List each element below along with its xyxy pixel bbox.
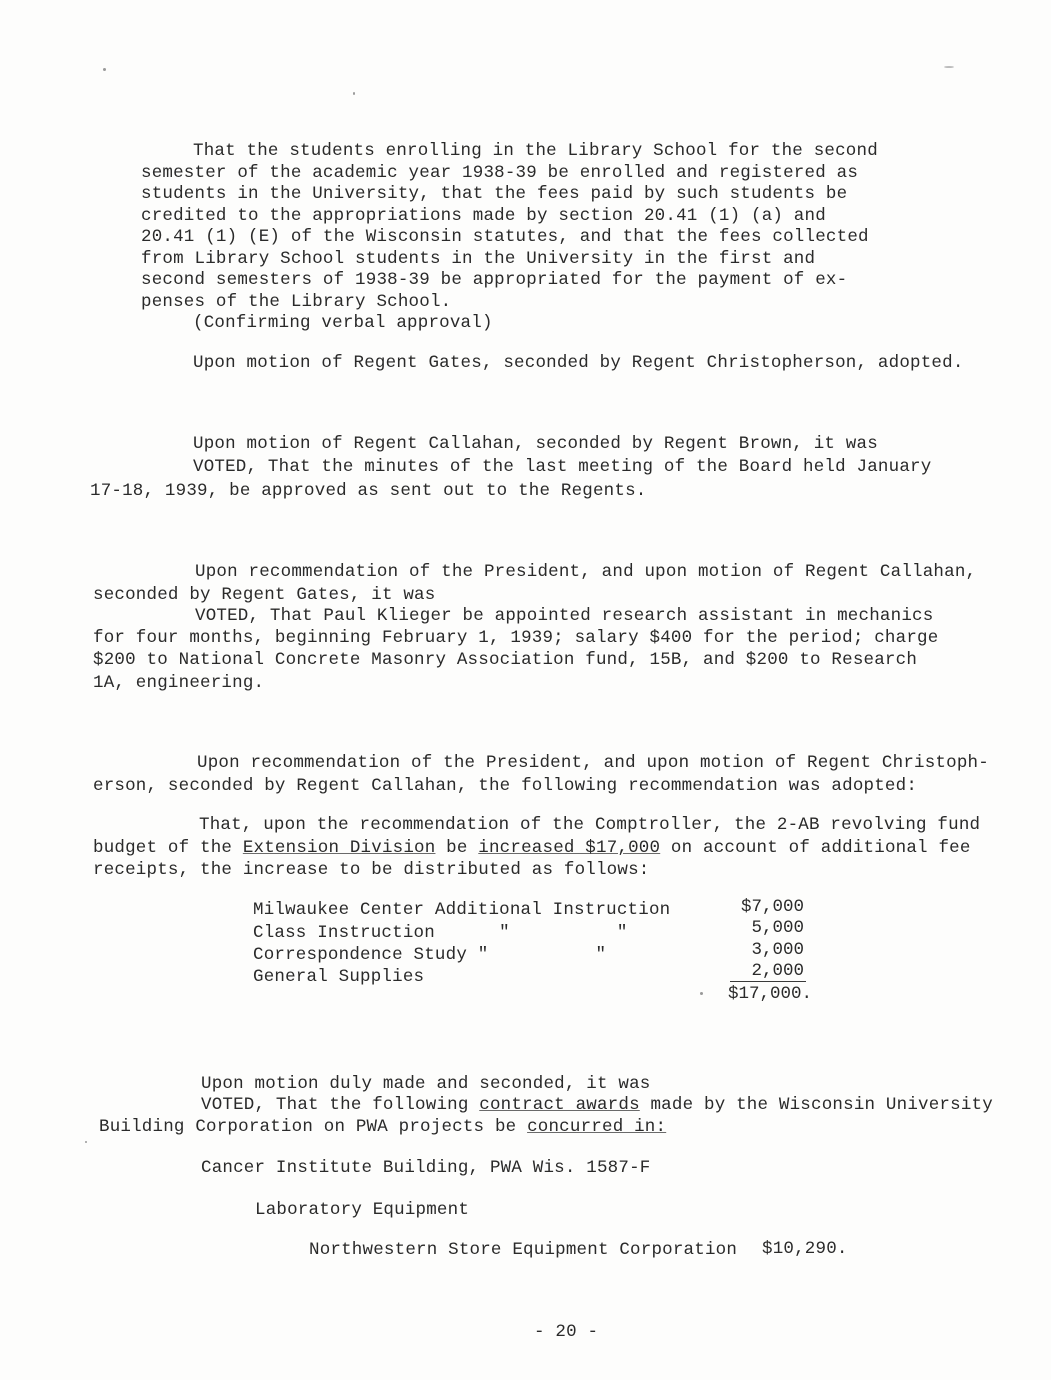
budget-sum-rule (730, 981, 806, 982)
scan-speck (353, 92, 355, 95)
appointment-line-4: for four months, beginning February 1, 1939; salary $400 for the period; charge (93, 628, 939, 648)
extension-line-1: Upon recommendation of the President, and upon motion of Regent Christoph- (197, 753, 989, 773)
pwa-vendor: Northwestern Store Equipment Corporation (309, 1240, 738, 1260)
concurred-in-underlined: concurred in: (527, 1117, 667, 1137)
pwa-line-2-pre: VOTED, That the following (201, 1095, 480, 1115)
extension-line-5: receipts, the increase to be distributed as follows: (93, 860, 650, 880)
extension-line-2: erson, seconded by Regent Callahan, the following recommendation was adopted: (93, 776, 918, 796)
library-school-line-4: credited to the appropriations made by section 20.41 (1) (a) and (141, 206, 826, 226)
extension-line-4-mid: be (435, 838, 479, 858)
contract-awards-underlined: contract awards (479, 1095, 640, 1115)
budget-item-label: Correspondence Study " " (253, 945, 607, 965)
budget-item-label: Milwaukee Center Additional Instruction (253, 900, 671, 920)
budget-item-amount: 3,000 (751, 940, 804, 960)
library-school-line-7: second semesters of 1938-39 be appropriated for the payment of ex- (141, 270, 848, 290)
pwa-line-1: Upon motion duly made and seconded, it was (201, 1074, 651, 1094)
extension-line-3: That, upon the recommendation of the Comptroller, the 2-AB revolving fund (199, 815, 981, 835)
library-school-line-5: 20.41 (1) (E) of the Wisconsin statutes, and that the fees collected (141, 227, 869, 247)
budget-total: $17,000. (727, 984, 812, 1004)
scan-speck (944, 66, 954, 68)
pwa-line-2 (201, 1094, 993, 1116)
extension-division-underlined: Extension Division (242, 838, 436, 858)
library-school-line-2: semester of the academic year 1938-39 be enrolled and registered as (141, 163, 859, 183)
library-school-motion: Upon motion of Regent Gates, seconded by Regent Christopherson, adopted. (193, 353, 964, 373)
appointment-line-5: $200 to National Concrete Masonry Association fund, 15B, and $200 to Research (93, 650, 918, 670)
pwa-line-3-pre: Building Corporation on PWA projects be (99, 1117, 528, 1137)
scan-speck (103, 68, 106, 71)
library-school-line-9: (Confirming verbal approval) (193, 313, 493, 333)
budget-item-amount: 2,000 (751, 961, 804, 981)
scan-speck (700, 992, 703, 995)
pwa-category: Laboratory Equipment (255, 1200, 470, 1220)
pwa-line-3 (99, 1116, 666, 1138)
extension-line-4-post: on account of additional fee (660, 838, 971, 858)
minutes-line-2: VOTED, That the minutes of the last meeting of the Board held January (193, 457, 932, 477)
pwa-line-2-post: made by the Wisconsin University (639, 1095, 993, 1115)
appointment-line-3: VOTED, That Paul Klieger be appointed research assistant in mechanics (195, 606, 934, 626)
appointment-line-2: seconded by Regent Gates, it was (93, 585, 436, 605)
pwa-project: Cancer Institute Building, PWA Wis. 1587-F (201, 1158, 651, 1178)
library-school-line-6: from Library School students in the University in the first and (141, 249, 816, 269)
pwa-vendor-amount: $10,290. (762, 1239, 848, 1259)
appointment-line-1: Upon recommendation of the President, and upon motion of Regent Callahan, (195, 562, 977, 582)
library-school-line-1: That the students enrolling in the Library School for the second (193, 141, 878, 161)
minutes-line-1: Upon motion of Regent Callahan, seconded by Regent Brown, it was (193, 434, 878, 454)
library-school-line-8: penses of the Library School. (141, 292, 452, 312)
budget-item-amount: $7,000 (740, 897, 804, 917)
library-school-line-3: students in the University, that the fees paid by such students be (141, 184, 848, 204)
page-number: - 20 - (534, 1322, 599, 1342)
budget-item-label: Class Instruction " " (253, 923, 628, 943)
extension-line-4 (93, 837, 971, 859)
appointment-line-6: 1A, engineering. (93, 673, 265, 693)
extension-line-4-pre: budget of the (93, 838, 243, 858)
budget-item-label: General Supplies (253, 967, 425, 987)
budget-item-amount: 5,000 (751, 918, 804, 938)
increase-amount-underlined: increased $17,000 (478, 838, 661, 858)
scan-speck (85, 1141, 87, 1143)
minutes-line-3: 17-18, 1939, be approved as sent out to the Regents. (90, 481, 647, 501)
